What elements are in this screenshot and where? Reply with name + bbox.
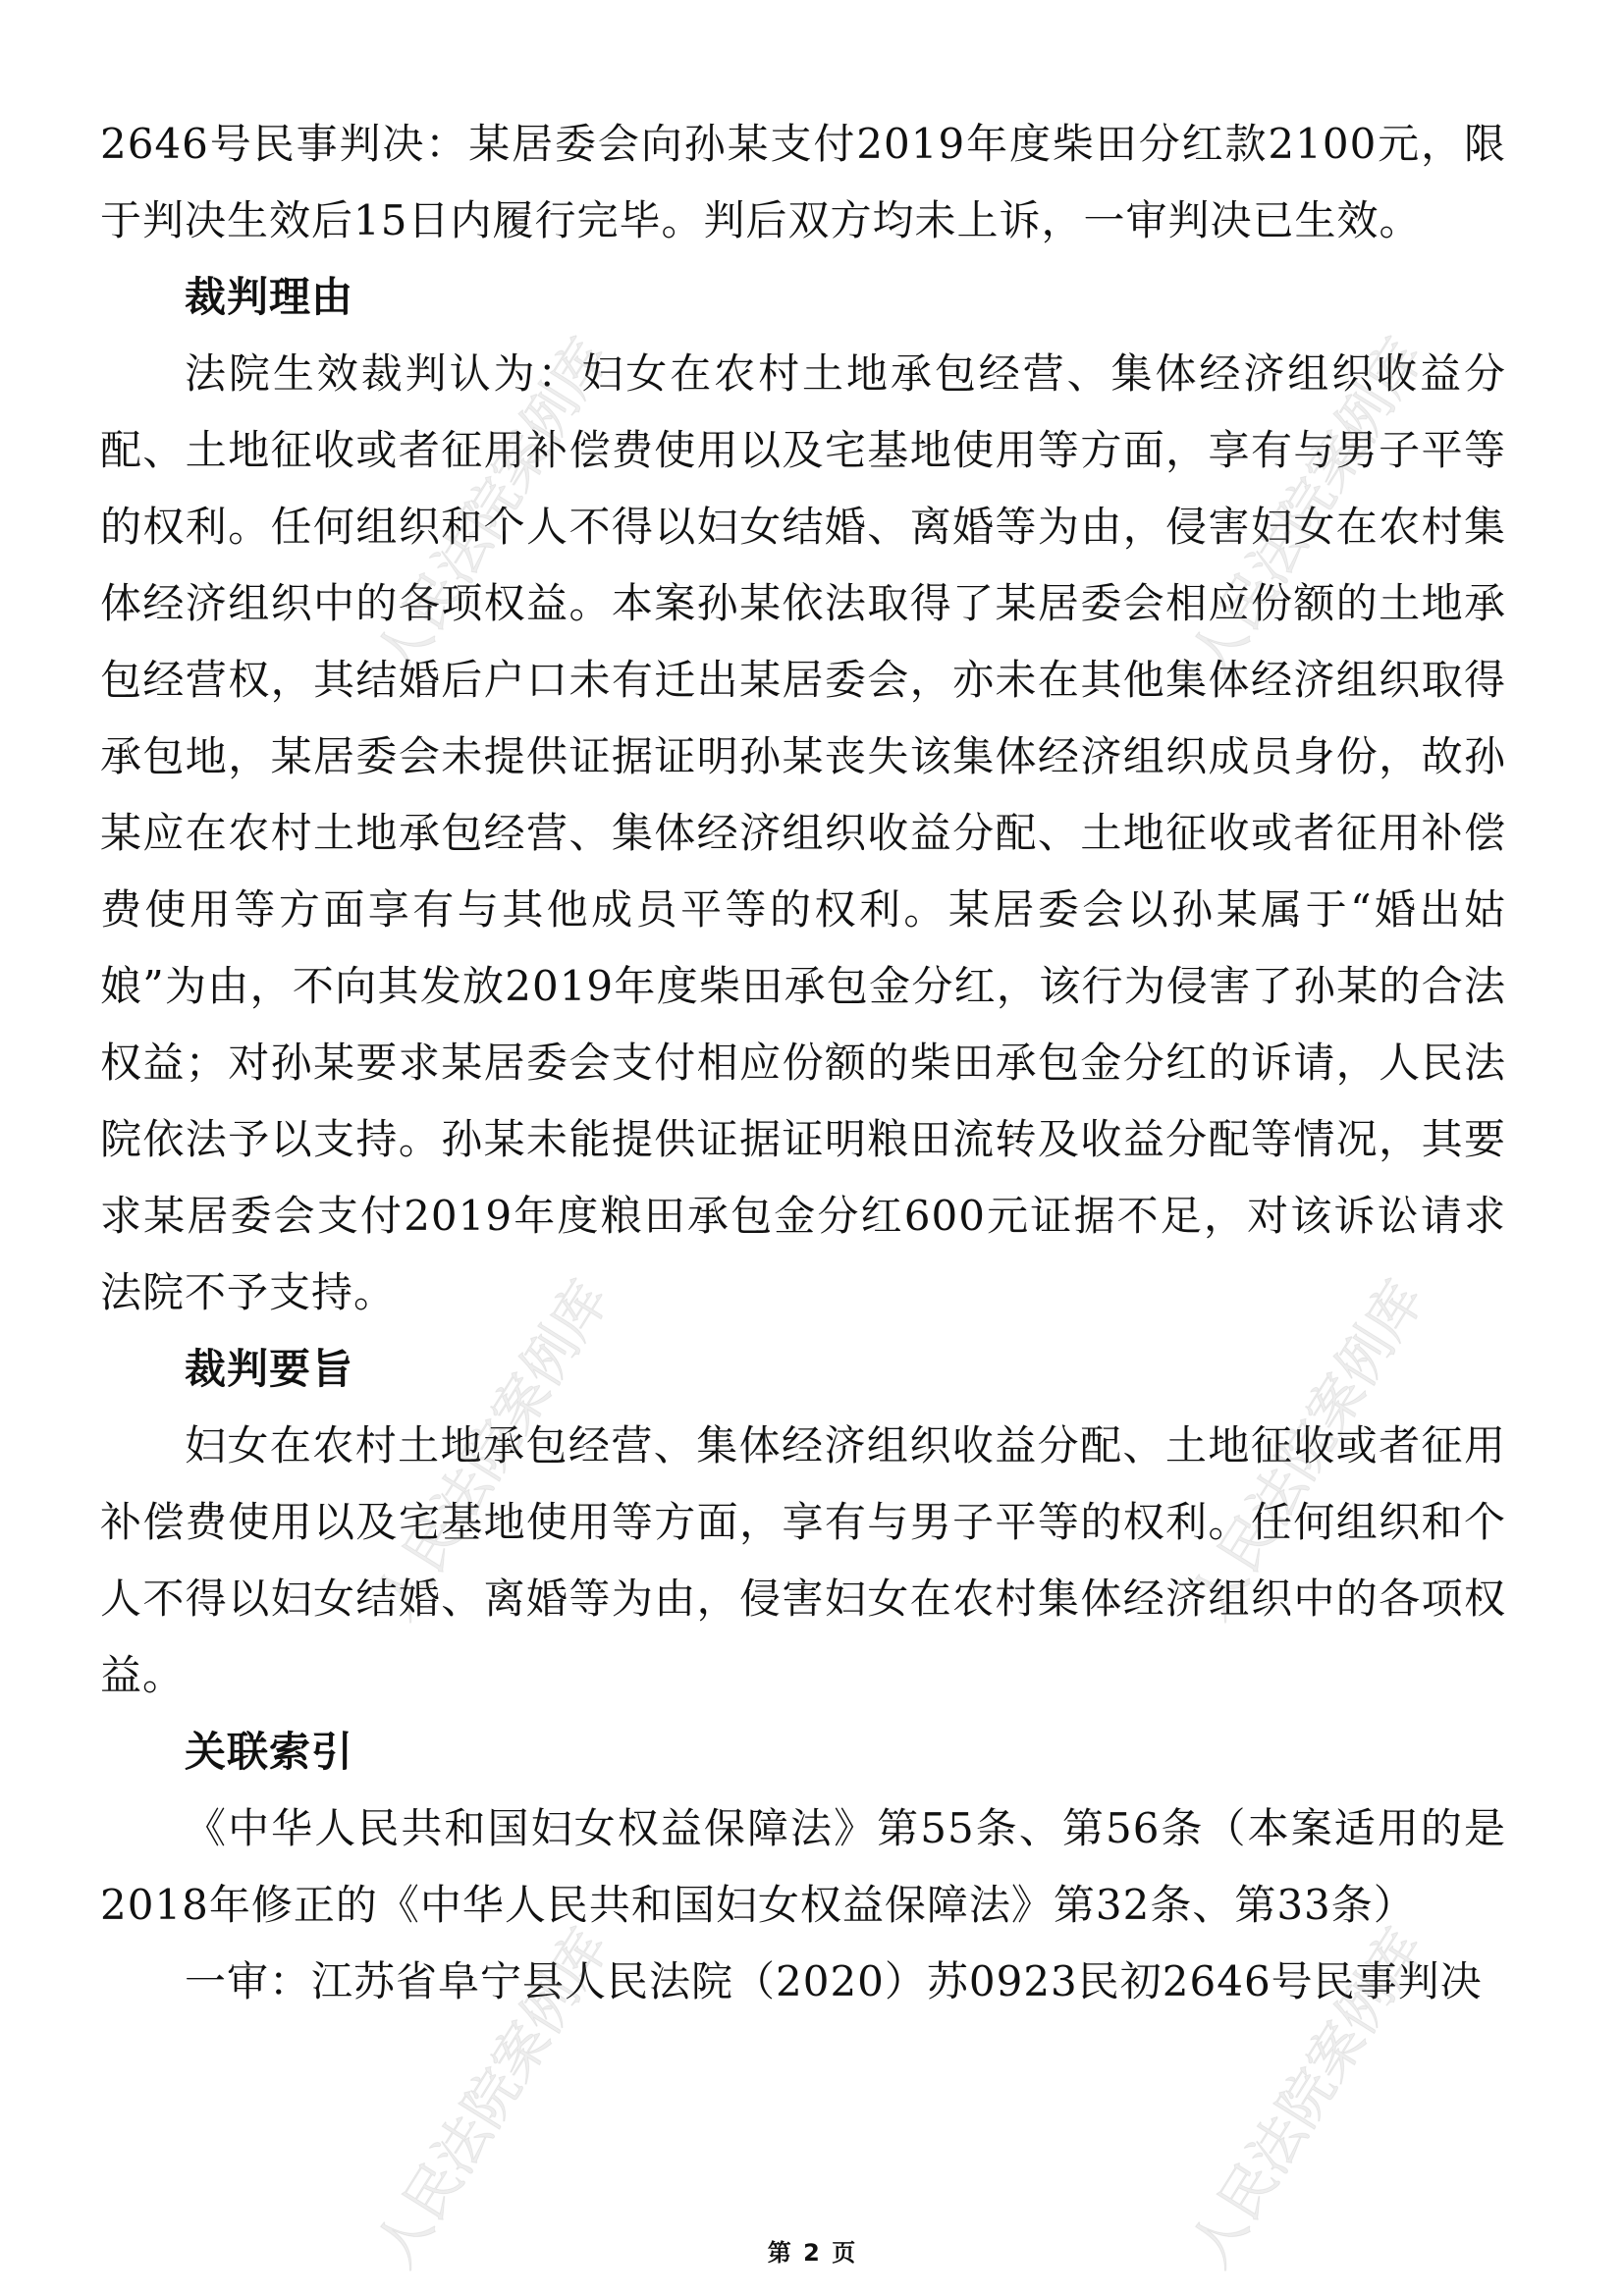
document-body bbox=[100, 106, 1506, 2020]
heading-related-index: 关联索引 bbox=[185, 1728, 354, 1776]
page-suffix: 页 bbox=[832, 2239, 856, 2267]
paragraph-key-points: 妇女在农村土地承包经营、集体经济组织收益分配、土地征收或者征用补偿费使用以及宅基地使用等方面，享有与男子平等的权利。任何组织和个人不得以妇女结婚、离婚等为由，侵害妇女在农村集体经济组织中的各项权益。 bbox=[100, 1421, 1506, 1699]
page-number: 2 bbox=[803, 2239, 820, 2267]
page-footer bbox=[0, 2233, 1623, 2268]
paragraph-related-law: 《中华人民共和国妇女权益保障法》第55条、第56条（本案适用的是2018年修正的《中华人民共和国妇女权益保障法》第32条、第33条） bbox=[100, 1804, 1506, 1929]
heading-reasoning: 裁判理由 bbox=[185, 273, 354, 321]
watermark-2: 人民法院案例库 bbox=[1178, 327, 1437, 688]
page-prefix: 第 bbox=[767, 2239, 791, 2267]
paragraph-first-instance: 一审：江苏省阜宁县人民法院（2020）苏0923民初2646号民事判决 bbox=[185, 1957, 1483, 2005]
watermark-1: 人民法院案例库 bbox=[363, 327, 622, 688]
paragraph-judgment-result: 2646号民事判决：某居委会向孙某支付2019年度柴田分红款2100元，限于判决生效后15日内履行完毕。判后双方均未上诉，一审判决已生效。 bbox=[100, 120, 1506, 244]
heading-key-points: 裁判要旨 bbox=[185, 1345, 354, 1393]
paragraph-reasoning: 法院生效裁判认为：妇女在农村土地承包经营、集体经济组织收益分配、土地征收或者征用补偿费使用以及宅基地使用等方面，享有与男子平等的权利。任何组织和个人不得以妇女结婚、离婚等为由，侵害妇女在农村集体经济组织中的各项权益。本案孙某依法取得了某居委会相应份额的土地承包经营权，其结婚后户口未有迁出某居委会，亦未在其他集体经济组织取得承包地，某居委会未提供证据证明孙某丧失该集体经济组织成员身份，故孙某应在农村土地承包经营、集体经济组织收益分配、土地征收或者征用补偿费使用等方面享有与其他成员平等的权利。某居委会以孙某属于“婚出姑娘”为由，不向其发放2019年度柴田承包金分红，该行为侵害了孙某的合法权益；对孙某要求某居委会支付相应份额的柴田承包金分红的诉请，人民法院依法予以支持。孙某未能提供证据证明粮田流转及收益分配等情况，其要求某居委会支付2019年度粮田承包金分红600元证据不足，对该诉讼请求法院不予支持。 bbox=[100, 349, 1506, 1316]
watermark-4: 人民法院案例库 bbox=[1178, 1269, 1437, 1630]
watermark-3: 人民法院案例库 bbox=[363, 1269, 622, 1630]
watermark-6: 人民法院案例库 bbox=[1178, 1917, 1437, 2278]
watermark-5: 人民法院案例库 bbox=[363, 1917, 622, 2278]
